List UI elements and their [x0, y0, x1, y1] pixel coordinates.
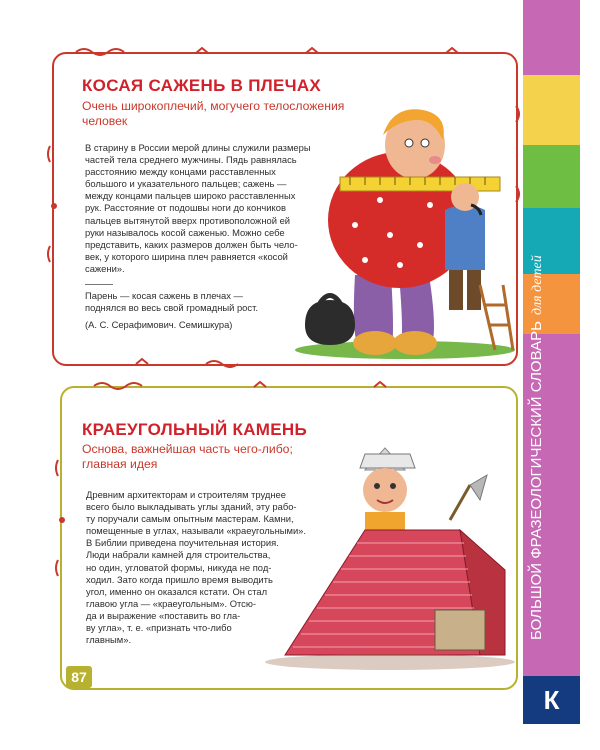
- spine-subtitle: для детей: [530, 255, 545, 316]
- quote-line: поднялся во весь свой громадный рост.: [85, 302, 258, 314]
- body-line: руки называлось косой саженью. Можно себе: [85, 226, 285, 238]
- subtitle-line: Основа, важнейшая часть чего-либо;: [82, 442, 293, 456]
- body-line: представить, каких размеров должен быть чело-: [85, 238, 298, 250]
- body-line: большого и указательного пальцев; сажень —: [85, 178, 287, 190]
- body-line: Древним архитекторам и строителям труднее: [86, 489, 286, 500]
- body-line: ту поручали самым опытным мастерам. Камни,: [86, 513, 294, 525]
- body-line: да и выражение «поставить во гла-: [86, 609, 241, 621]
- entry2-title: КРАЕУГОЛЬНЫЙ КАМЕНЬ: [82, 420, 307, 439]
- body-line: главою угла — «краеугольным». Отсю-: [86, 597, 257, 609]
- quote-line: Парень — косая сажень в плечах —: [85, 290, 243, 301]
- body-line: В Библии приведена поучительная история.: [86, 537, 279, 549]
- subtitle-line: человек: [82, 114, 128, 128]
- index-letter: К: [523, 676, 580, 724]
- brick-pyramid-illustration: [265, 440, 515, 680]
- body-line: ву угла», т. е. «признать что-либо: [86, 622, 232, 634]
- color-tab-pink: [523, 0, 580, 75]
- body-line: рук. Расстояние от подошвы ноги до кончиков: [85, 202, 286, 214]
- subtitle-line: Очень широкоплечий, могучего телосложения: [82, 99, 345, 113]
- color-tab-green: [523, 145, 580, 208]
- quote-divider: [85, 284, 113, 285]
- body-line: всего было выкладывать углы зданий, эту рабо-: [86, 501, 297, 513]
- entry2-subtitle: [82, 442, 293, 472]
- body-line: ходил. Зато когда пришло время выводить: [86, 573, 273, 585]
- subtitle-line: главная идея: [82, 457, 158, 471]
- body-line: главным».: [86, 634, 132, 646]
- body-line: частей тела среднего мужчины. Пядь равнялась: [85, 154, 297, 166]
- entry1-body: [85, 142, 311, 275]
- entry1-quote: [85, 290, 258, 331]
- body-line: помещенные в углах, называли «краеугольными».: [86, 525, 307, 537]
- body-line: сажени».: [85, 262, 125, 274]
- body-line: но один, угловатой формы, никуда не под-: [86, 561, 272, 573]
- body-line: пальцев вытянутой вверх противоположной ей: [85, 214, 291, 226]
- strongman-illustration: [295, 105, 520, 360]
- body-line: Люди набрали камней для строительства,: [86, 549, 271, 561]
- quote-citation: (А. С. Серафимович. Семишкура): [85, 319, 233, 331]
- entry1-title: КОСАЯ САЖЕНЬ В ПЛЕЧАХ: [82, 76, 322, 95]
- body-line: расстоянию между концами расставленных: [85, 166, 276, 178]
- body-line: век, у которого ширина плеч равняется «косой: [85, 250, 288, 262]
- spine-title: [528, 255, 550, 640]
- page-number: 87: [66, 666, 92, 688]
- body-line: угол, именно он оказался кстати. Он стал: [86, 585, 268, 597]
- spine-title-text: БОЛЬШОЙ ФРАЗЕОЛОГИЧЕСКИЙ СЛОВАРЬ: [528, 321, 545, 640]
- body-line: В старину в России мерой длины служили размеры: [85, 142, 311, 153]
- color-tab-yellow: [523, 75, 580, 145]
- body-line: между концами пальцев широко расставленных: [85, 190, 296, 202]
